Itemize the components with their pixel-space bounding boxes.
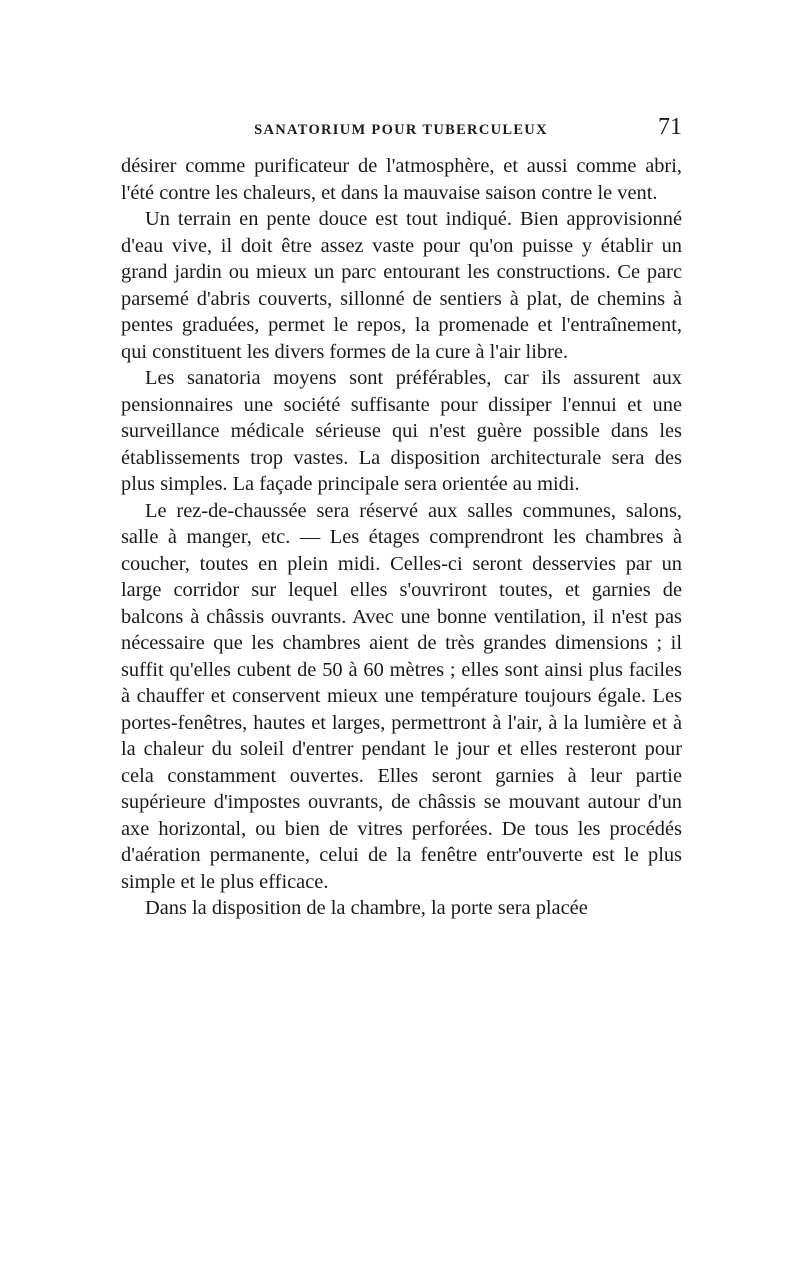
body-text xyxy=(121,153,682,922)
running-head xyxy=(120,114,682,148)
paragraph-sanatoria: Les sanatoria moyens sont préférables, car ils assurent aux pensionnaires une société suffisante pour dissiper l'ennui et une surveillance médicale sérieuse qui n'est guère possible dans les établissements trop vastes. La disposition architecturale sera des plus simples. La façade principale sera orientée au midi. xyxy=(121,367,682,495)
running-title: SANATORIUM POUR TUBERCULEUX xyxy=(254,122,548,138)
page-number: 71 xyxy=(658,114,682,140)
paragraph-rez-de-chaussee: Le rez-de-chaussée sera réservé aux salles communes, salons, salle à manger, etc. — Les étages comprendront les chambres à coucher, toutes en plein midi. Celles-ci seront desservies par un large corridor sur lequel elles s'ouvriront toutes, et garnies de balcons à châssis ouvrants. Avec une bonne ventilation, il n'est pas nécessaire que les chambres aient de très grandes dimensions ; il suffit qu'elles cubent de 50 à 60 mètres ; elles sont ainsi plus faciles à chauffer et conservent mieux une température toujours égale. Les portes-fenêtres, hautes et larges, permettront à l'air, à la lumière et à la chaleur du soleil d'entrer pendant le jour et elles resteront pour cela constamment ouvertes. Elles seront garnies à leur partie supérieure d'impostes ouvrants, de châssis se mouvant autour d'un axe horizontal, ou bien de vitres perforées. De tous les procédés d'aération permanente, celui de la fenêtre entr'ouverte est le plus simple et le plus efficace. xyxy=(121,499,682,893)
paragraph-terrain: Un terrain en pente douce est tout indiqué. Bien approvisionné d'eau vive, il doit être assez vaste pour qu'on puisse y établir un grand jardin ou mieux un parc entourant les constructions. Ce parc parsemé d'abris couverts, sillonné de sentiers à plat, de chemins à pentes graduées, permet le repos, la promenade et l'entraînement, qui constituent les divers formes de la cure à l'air libre. xyxy=(121,208,682,363)
paragraph-continued: désirer comme purificateur de l'atmosphère, et aussi comme abri, l'été contre les chaleurs, et dans la mauvaise saison contre le vent. xyxy=(121,155,682,204)
paragraph-disposition: Dans la disposition de la chambre, la porte sera placée xyxy=(145,897,588,919)
